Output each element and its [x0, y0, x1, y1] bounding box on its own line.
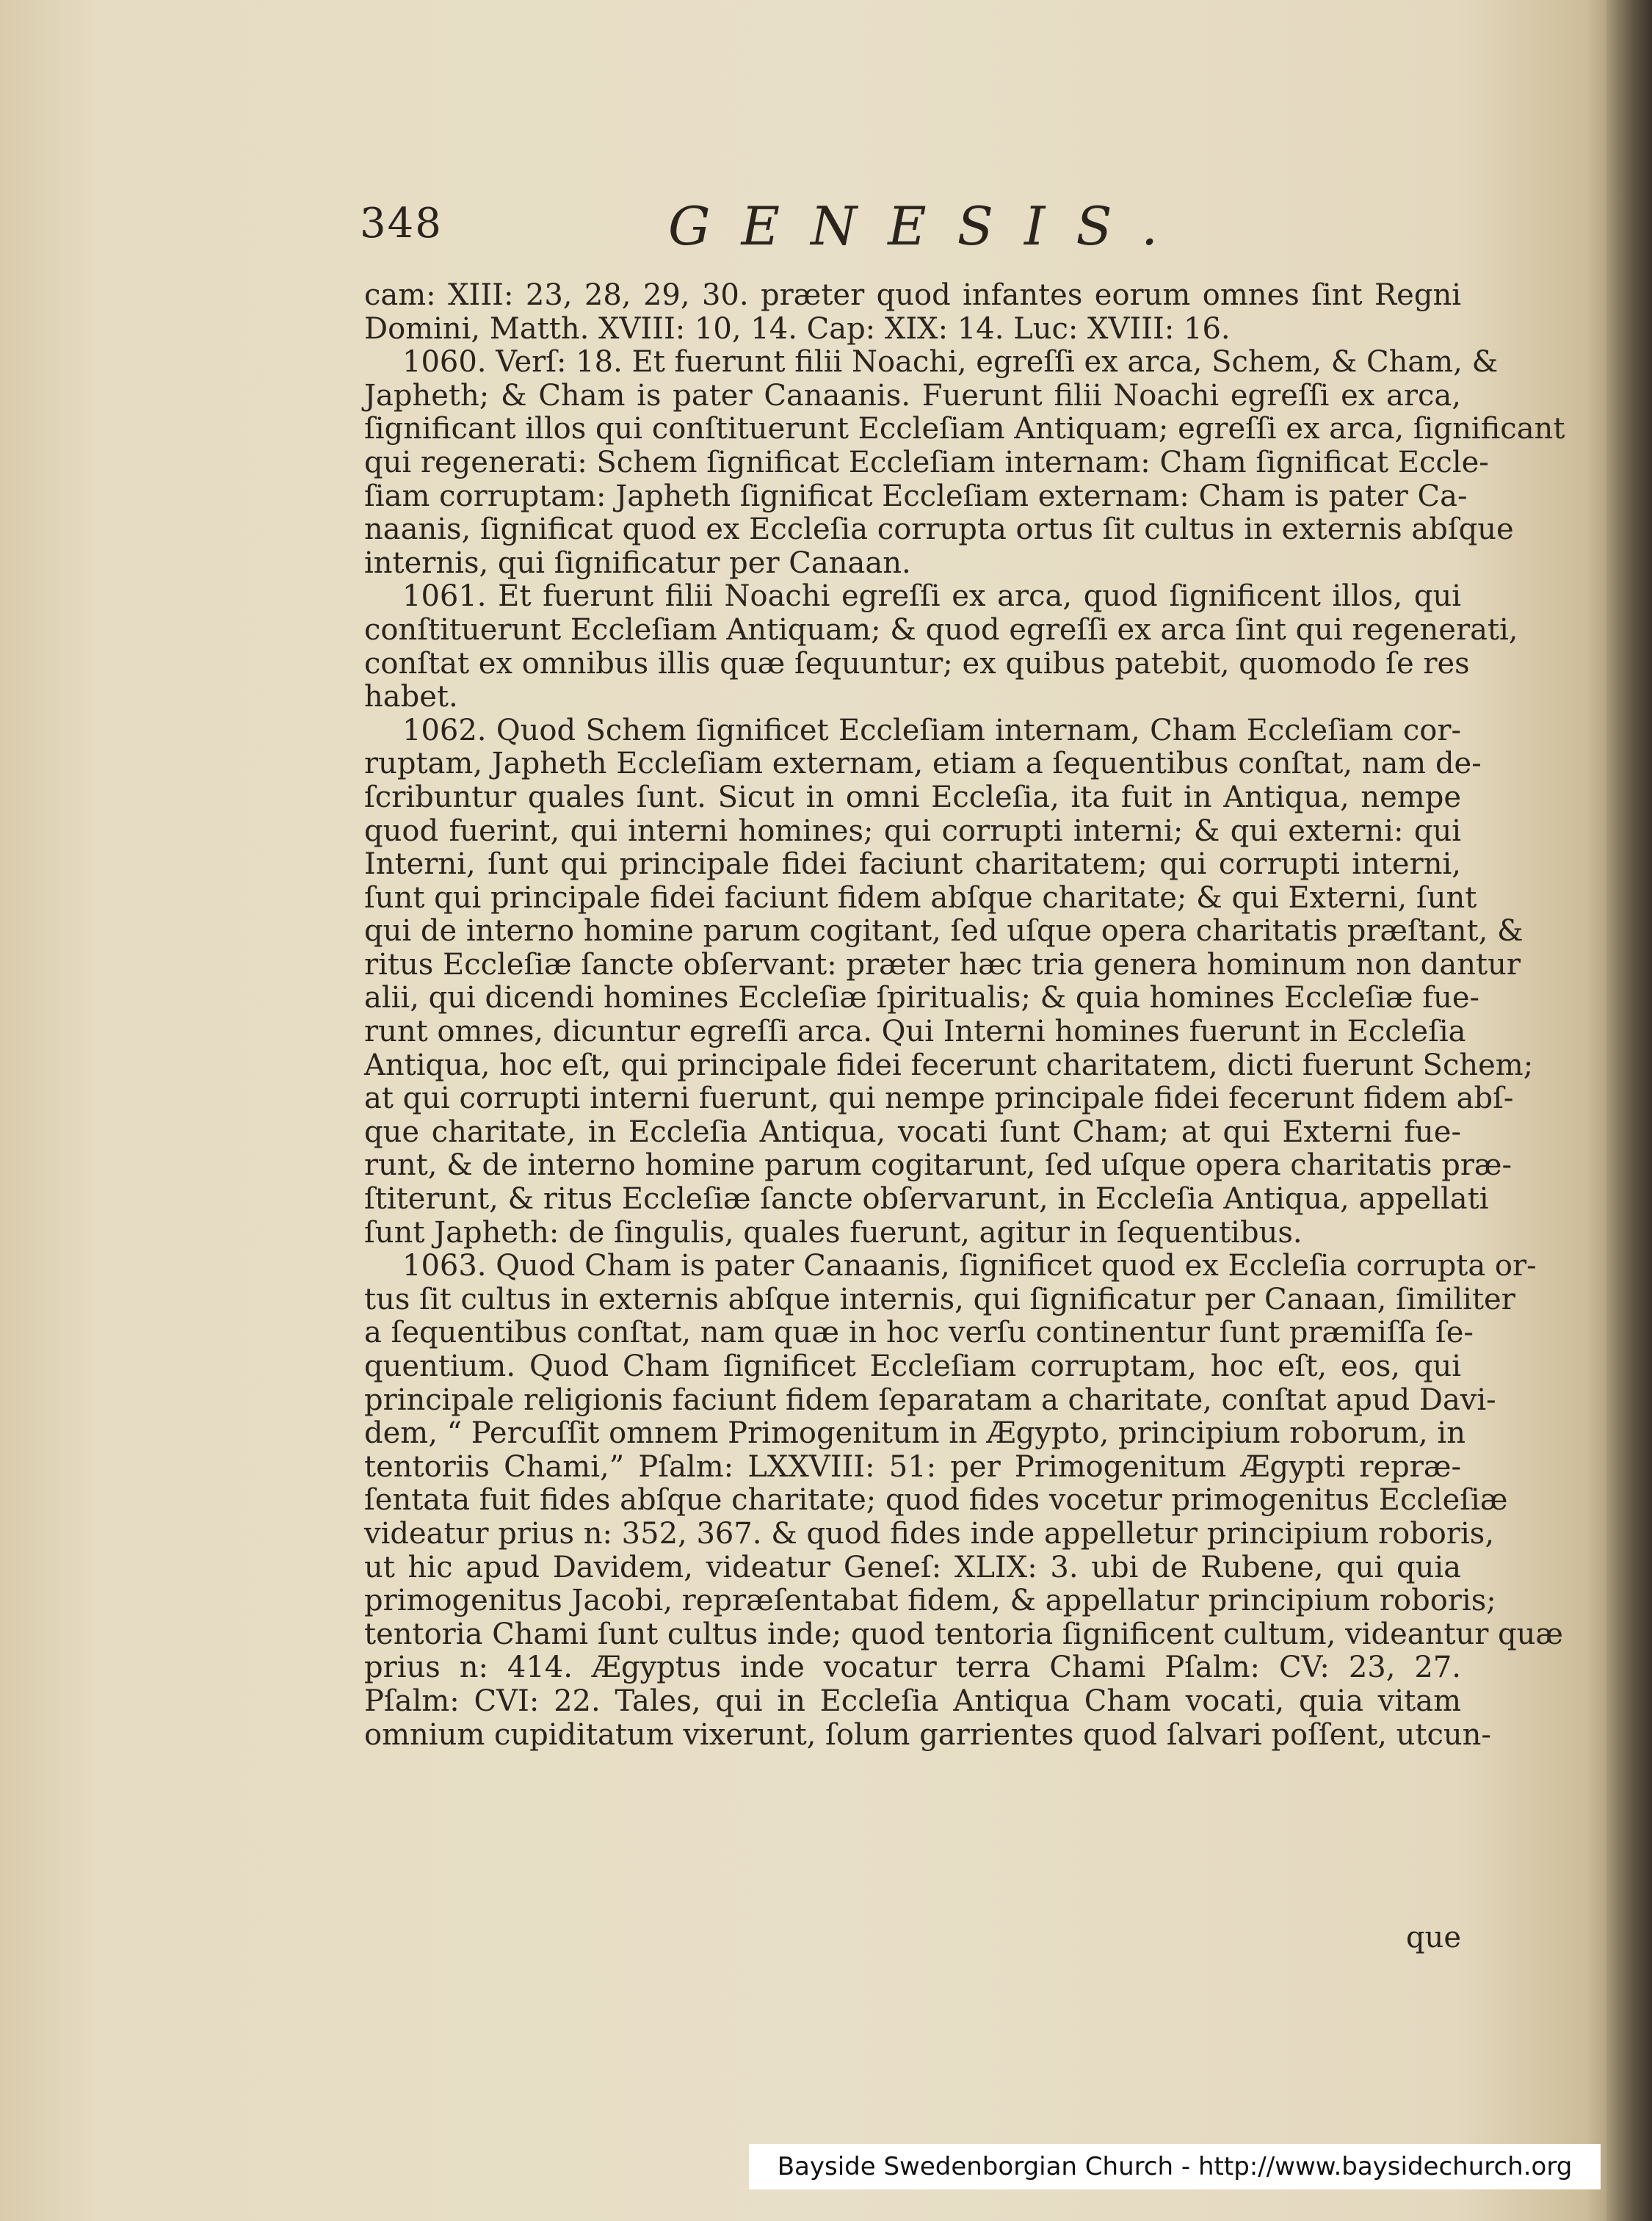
text-line: ut hic apud Davidem, videatur Geneſ: XLIX: 3. ubi de Rubene, qui quia: [364, 1550, 1461, 1584]
text-line: qui regenerati: Schem ſignificat Eccleſiam internam: Cham ſignificat Eccle-: [364, 445, 1489, 479]
text-line: tentoria Chami ſunt cultus inde; quod tentoria ſignificent cultum, videantur quæ: [364, 1617, 1564, 1651]
text-line: tus ſit cultus in externis abſque internis, qui ſignificatur per Canaan, ſimiliter: [364, 1282, 1515, 1316]
text-line: runt, & de interno homine parum cogitarunt, ſed uſque opera charitatis præ-: [364, 1148, 1512, 1183]
text-line: quentium. Quod Cham ſignificet Eccleſiam corruptam, hoc eſt, eos, qui: [364, 1349, 1461, 1383]
text-line: ſunt qui principale fidei faciunt fidem abſque charitate; & qui Externi, ſunt: [364, 880, 1477, 915]
paragraph-1061-start: 1061. Et fuerunt filii Noachi egreſſi ex arca, quod ſignificent illos, qui: [402, 579, 1461, 614]
text-line: ritus Eccleſiæ ſancte obſervant: præter hæc tria genera hominum non dantur: [364, 947, 1521, 982]
text-line: cam: XIII: 23, 28, 29, 30. præter quod infantes eorum omnes ſint Regni: [364, 278, 1461, 312]
text-line: ſtiterunt, & ritus Eccleſiæ ſancte obſervarunt, in Eccleſia Antiqua, appellati: [364, 1182, 1489, 1217]
text-line: videatur prius n: 352, 367. & quod fides inde appelletur principium roboris,: [364, 1516, 1495, 1551]
text-line: prius n: 414. Ægyptus inde vocatur terra Chami Pſalm: CV: 23, 27.: [364, 1651, 1461, 1685]
text-line: qui de interno homine parum cogitant, ſed uſque opera charitatis præſtant, &: [364, 914, 1524, 949]
text-line: Interni, ſunt qui principale fidei faciunt charitatem; qui corrupti interni,: [364, 847, 1461, 882]
text-line: ſignificant illos qui conſtituerunt Eccleſiam Antiquam; egreſſi ex arca, ſignificant: [364, 412, 1565, 446]
text-line: tentoriis Chami,” Pſalm: LXXVIII: 51: per Primogenitum Ægypti repræ-: [364, 1449, 1461, 1484]
text-line: Pſalm: CVI: 22. Tales, qui in Eccleſia Antiqua Cham vocati, quia vitam: [364, 1684, 1461, 1718]
text-line: principale religionis faciunt fidem ſeparatam a charitate, conſtat apud Davi-: [364, 1383, 1496, 1417]
text-line: Japheth; & Cham is pater Canaanis. Fuerunt filii Noachi egreſſi ex arca,: [364, 378, 1461, 413]
text-line: Antiqua, hoc eſt, qui principale fidei fecerunt charitatem, dicti fuerunt Schem;: [364, 1048, 1534, 1082]
text-line: Domini, Matth. XVIII: 10, 14. Cap: XIX: 14. Luc: XVIII: 16.: [364, 311, 1231, 346]
text-line: habet.: [364, 680, 458, 714]
body-text: [364, 278, 1565, 1752]
text-line: ſentata fuit fides abſque charitate; quod fides vocetur primogenitus Eccleſiæ: [364, 1483, 1508, 1518]
text-line: internis, qui ſignificatur per Canaan.: [364, 546, 911, 580]
text-line: omnium cupiditatum vixerunt, ſolum garrientes quod ſalvari poſſent, utcun-: [364, 1717, 1491, 1752]
paragraph-1062-start: 1062. Quod Schem ſignificet Eccleſiam internam, Cham Eccleſiam cor-: [402, 713, 1461, 747]
catchword: que: [1405, 1921, 1461, 1954]
text-line: ſiam corruptam: Japheth ſignificat Eccleſiam externam: Cham is pater Ca-: [364, 479, 1468, 513]
text-line: que charitate, in Eccleſia Antiqua, vocati ſunt Cham; at qui Externi fue-: [364, 1115, 1461, 1149]
paragraph-1060-start: 1060. Verſ: 18. Et fuerunt filii Noachi, egreſſi ex arca, Schem, & Cham, &: [402, 345, 1499, 380]
text-line: ruptam, Japheth Eccleſiam externam, etiam a ſequentibus conſtat, nam de-: [364, 747, 1482, 781]
page-number: 348: [360, 200, 443, 247]
page-header: [360, 195, 1211, 266]
text-line: ſcribuntur quales ſunt. Sicut in omni Eccleſia, ita fuit in Antiqua, nempe: [364, 780, 1461, 814]
text-line: quod fuerint, qui interni homines; qui corrupti interni; & qui externi: qui: [364, 814, 1461, 848]
text-line: conſtituerunt Eccleſiam Antiquam; & quod egreſſi ex arca ſint qui regenerati,: [364, 612, 1518, 647]
text-line: dem, “ Percuſſit omnem Primogenitum in Ægypto, principium roborum, in: [364, 1416, 1466, 1451]
text-line: conſtat ex omnibus illis quæ ſequuntur; ex quibus patebit, quomodo ſe res: [364, 646, 1470, 681]
text-line: at qui corrupti interni fuerunt, qui nempe principale fidei fecerunt fidem abſ-: [364, 1081, 1514, 1116]
text-line: ſunt Japheth: de ſingulis, quales fuerunt, agitur in ſequentibus.: [364, 1215, 1303, 1250]
text-line: runt omnes, dicuntur egreſſi arca. Qui Interni homines fuerunt in Eccleſia: [364, 1015, 1466, 1049]
running-title: GENESIS.: [668, 195, 1189, 257]
paragraph-1063-start: 1063. Quod Cham is pater Canaanis, ſignificet quod ex Eccleſia corrupta or-: [402, 1249, 1537, 1283]
text-line: primogenitus Jacobi, repræſentabat fidem, & appellatur principium roboris;: [364, 1584, 1496, 1618]
text-line: alii, qui dicendi homines Eccleſiæ ſpiritualis; & quia homines Eccleſiæ fue-: [364, 981, 1480, 1015]
text-line: naanis, ſignificat quod ex Eccleſia corrupta ortus ſit cultus in externis abſque: [364, 512, 1514, 547]
text-line: a ſequentibus conſtat, nam quæ in hoc verſu continentur ſunt præmiſſa ſe-: [364, 1316, 1474, 1350]
watermark-banner: Bayside Swedenborgian Church - http://www.baysidechurch.org: [749, 2144, 1601, 2189]
